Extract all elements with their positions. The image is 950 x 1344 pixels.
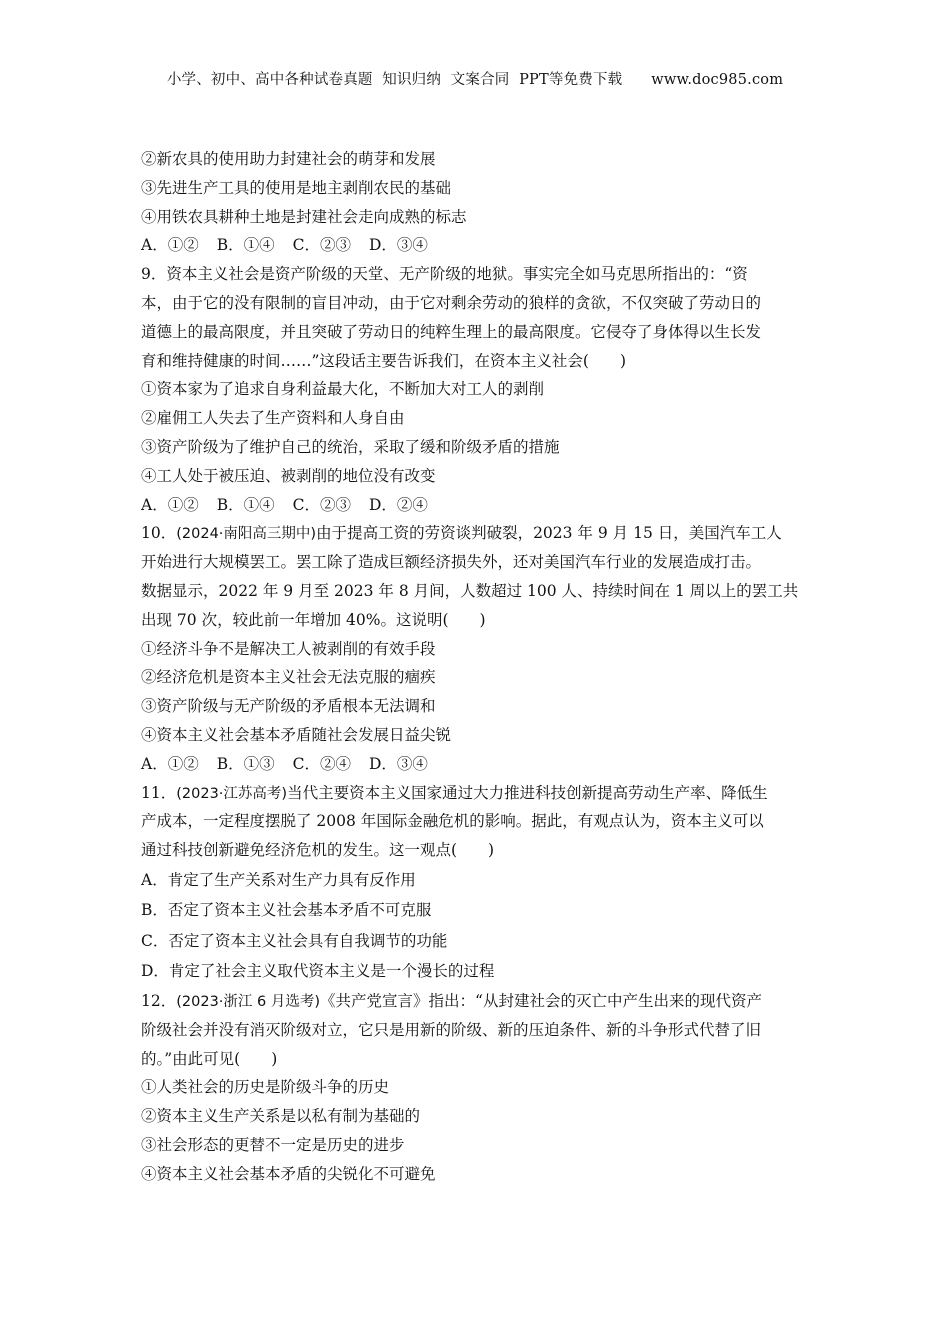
q8-statement-3: ③先进生产工具的使用是地主剥削农民的基础 — [141, 178, 452, 197]
q10-stem-line — [141, 519, 813, 548]
q10-option-c: C．②④ — [292, 754, 351, 773]
q11-stem-text: 当代主要资本主义国家通过大力推进科技创新提高劳动生产率、降低生 — [287, 783, 768, 802]
q9-stem-line: 育和维持健康的时间……”这段话主要告诉我们，在资本主义社会( ) — [141, 351, 627, 370]
q11-number: 11． — [141, 783, 177, 802]
q10-stem-text: 由于提高工资的劳资谈判破裂，2023 年 9 月 15 日，美国汽车工人 — [316, 524, 782, 543]
q11-stem — [141, 779, 813, 865]
q9-option-c: C．②③ — [292, 495, 351, 514]
q11-option-c: C．否定了资本主义社会具有自我调节的功能 — [141, 931, 448, 950]
q11-stem-line: 通过科技创新避免经济危机的发生。这一观点( ) — [141, 841, 495, 860]
q11-stem-line — [141, 779, 813, 808]
q8-statement-2: ②新农具的使用助力封建社会的萌芽和发展 — [141, 150, 436, 168]
q10-statement-4: ④资本主义社会基本矛盾随社会发展日益尖锐 — [141, 725, 452, 744]
q11-stem-line: 产成本，一定程度摆脱了 2008 年国际金融危机的影响。据此，有观点认为，资本主义可以 — [141, 812, 764, 831]
q9-option-d: D．②④ — [368, 495, 428, 514]
q12-stem-line: 的。”由此可见( ) — [141, 1049, 278, 1068]
q12-stem — [141, 987, 813, 1073]
q12-statement-2: ②资本主义生产关系是以私有制为基础的 — [141, 1107, 421, 1126]
page-header: 小学、初中、高中各种试卷真题 知识归纳 文案合同 PPT等免费下载 www.doc985.com — [166, 72, 784, 88]
q10-number: 10． — [141, 524, 177, 543]
q8-statement-4: ④用铁农具耕种土地是封建社会走向成熟的标志 — [141, 207, 467, 226]
q9-statement-3: ③资产阶级为了维护自己的统治，采取了缓和阶级矛盾的措施 — [141, 437, 560, 456]
q9-statement-4: ④工人处于被压迫、被剥削的地位没有改变 — [141, 466, 436, 485]
q9-statement-1: ①资本家为了追求自身利益最大化，不断加大对工人的剥削 — [141, 380, 545, 399]
q10-stem — [141, 519, 813, 634]
q11-source: (2023·江苏高考) — [176, 785, 288, 802]
q12-stem-line: 阶级社会并没有消灭阶级对立，它只是用新的阶级、新的压迫条件、新的斗争形式代替了旧 — [141, 1020, 762, 1039]
q9-options — [141, 491, 813, 520]
q12-stem-text: 《共产党宣言》指出：“从封建社会的灭亡中产生出来的现代资产 — [320, 991, 762, 1010]
q10-option-b: B．①③ — [216, 754, 275, 773]
q8-option-a: A．①② — [141, 236, 199, 255]
q10-option-d: D．③④ — [368, 754, 428, 773]
q11-option-a: A．肯定了生产关系对生产力具有反作用 — [141, 870, 416, 889]
q12-stem-line — [141, 987, 813, 1016]
q9-option-a: A．①② — [141, 495, 199, 514]
q10-option-a: A．①② — [141, 754, 199, 773]
q10-stem-line: 数据显示，2022 年 9 月至 2023 年 8 月间，人数超过 100 人、持续时间在 1 周以上的罢工共 — [141, 581, 799, 600]
q8-option-b: B．①④ — [216, 236, 275, 255]
q11-option-b: B．否定了资本主义社会基本矛盾不可克服 — [141, 901, 432, 920]
q10-options — [141, 750, 813, 779]
q8-options — [141, 231, 813, 260]
q12-number: 12． — [141, 991, 177, 1010]
q9-stem-line: 道德上的最高限度，并且突破了劳动日的纯粹生理上的最高限度。它侵夺了身体得以生长发 — [141, 322, 762, 341]
question-content — [141, 145, 813, 1189]
q8-option-c: C．②③ — [292, 236, 351, 255]
q12-statement-3: ③社会形态的更替不一定是历史的进步 — [141, 1135, 405, 1154]
q10-statement-3: ③资产阶级与无产阶级的矛盾根本无法调和 — [141, 697, 436, 716]
q10-source: (2024·南阳高三期中) — [176, 526, 317, 543]
q12-statement-1: ①人类社会的历史是阶级斗争的历史 — [141, 1078, 390, 1097]
q10-statement-2: ②经济危机是资本主义社会无法克服的痼疾 — [141, 668, 436, 687]
q9-stem — [141, 260, 813, 375]
q9-stem-line: 本，由于它的没有限制的盲目冲动，由于它对剩余劳动的狼样的贪欲，不仅突破了劳动日的 — [141, 293, 762, 312]
q10-stem-line: 出现 70 次，较此前一年增加 40%。这说明( ) — [141, 610, 486, 629]
q10-statement-1: ①经济斗争不是解决工人被剥削的有效手段 — [141, 639, 436, 658]
q8-option-d: D．③④ — [368, 236, 428, 255]
q9-stem-line: 9．资本主义社会是资产阶级的天堂、无产阶级的地狱。事实完全如马克思所指出的：“资 — [141, 265, 748, 284]
q12-source: (2023·浙江 6 月选考) — [176, 993, 321, 1010]
q9-statement-2: ②雇佣工人失去了生产资料和人身自由 — [141, 409, 405, 428]
q10-stem-line: 开始进行大规模罢工。罢工除了造成巨额经济损失外，还对美国汽车行业的发展造成打击。 — [141, 553, 762, 572]
q9-option-b: B．①④ — [216, 495, 275, 514]
q12-statement-4: ④资本主义社会基本矛盾的尖锐化不可避免 — [141, 1164, 436, 1183]
q11-option-d: D．肯定了社会主义取代资本主义是一个漫长的过程 — [141, 962, 495, 981]
